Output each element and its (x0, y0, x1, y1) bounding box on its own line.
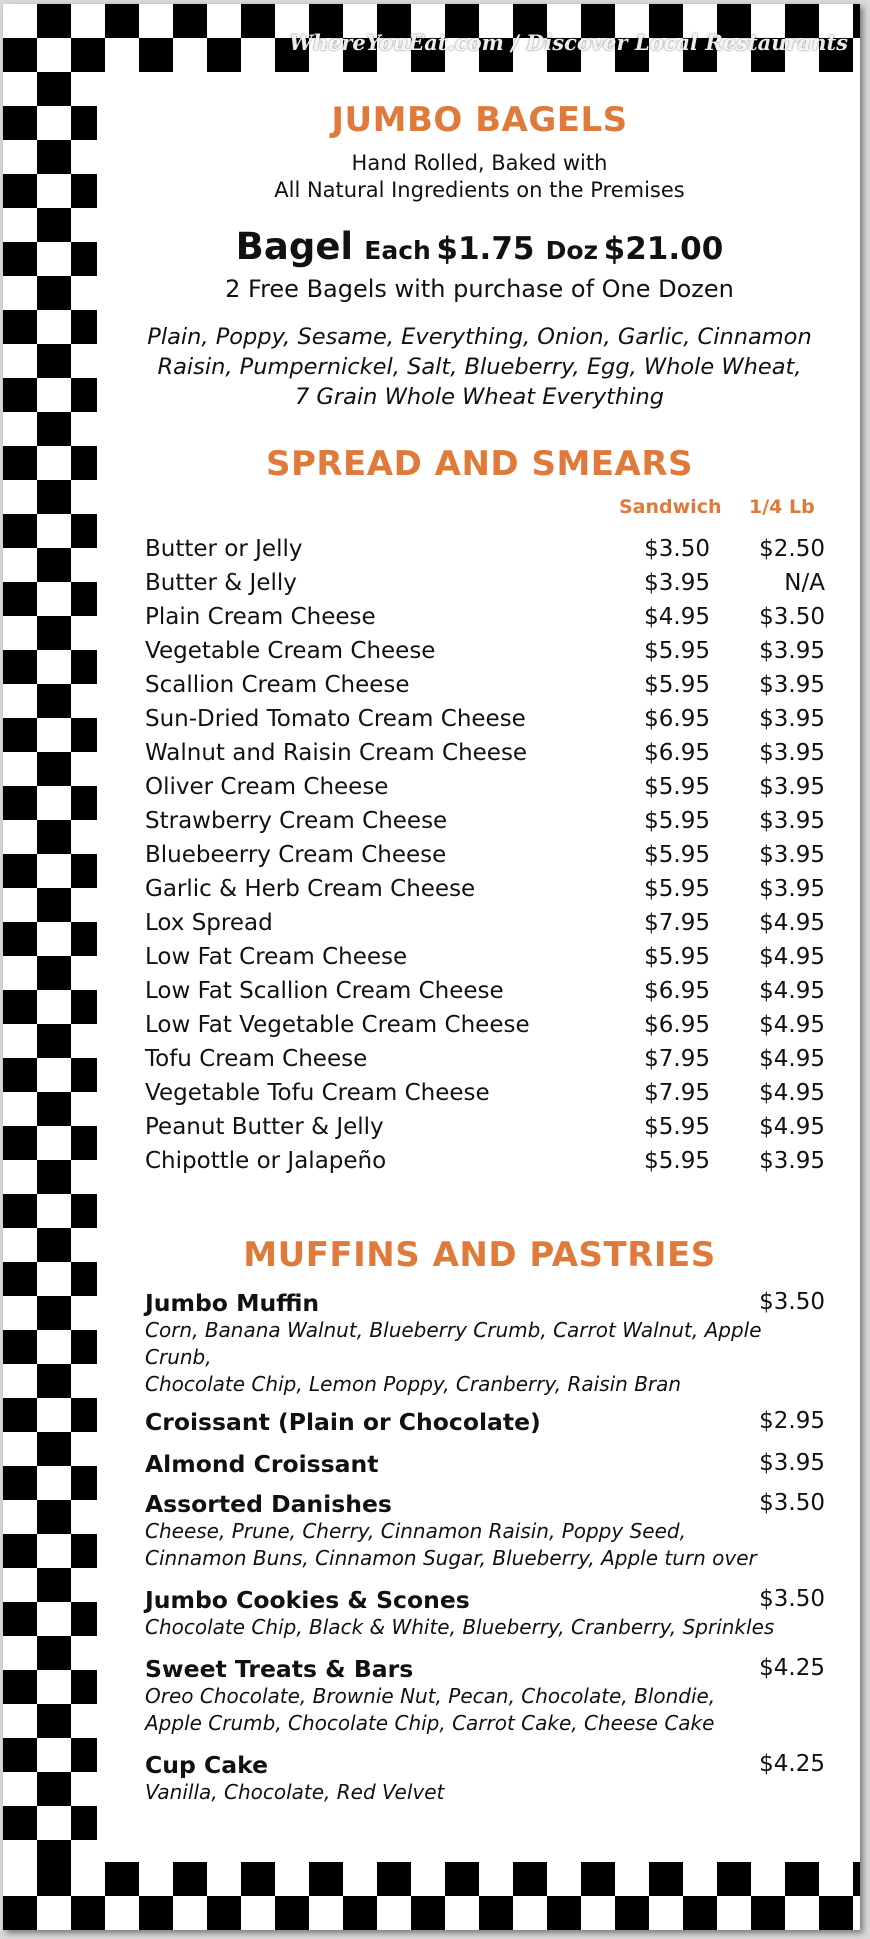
spread-name: Oliver Cream Cheese (145, 774, 389, 800)
spread-name: Garlic & Herb Cream Cheese (145, 876, 476, 902)
bagel-flavors-line2: Raisin, Pumpernickel, Salt, Blueberry, Egg, Whole Wheat, (157, 354, 802, 380)
bagels-subtitle-line1: Hand Rolled, Baked with (351, 151, 608, 175)
pastries-list (145, 1289, 825, 1806)
checker-border-left (3, 4, 97, 1930)
each-label: Each (364, 236, 431, 265)
spread-name: Sun-Dried Tomato Cream Cheese (145, 706, 526, 732)
spread-quarter-lb-price: $3.95 (759, 876, 825, 902)
spread-sandwich-price: $3.95 (644, 570, 710, 596)
watermark: WhereYouEat.com / Discover Local Restaurants (289, 30, 848, 55)
spread-row (145, 1008, 825, 1042)
spread-sandwich-price: $7.95 (644, 1080, 710, 1106)
spread-name: Strawberry Cream Cheese (145, 808, 448, 834)
spread-sandwich-price: $7.95 (644, 1046, 710, 1072)
spread-row (145, 974, 825, 1008)
col-header-quarter-lb: 1/4 Lb (749, 496, 815, 518)
spread-name: Vegetable Cream Cheese (145, 638, 436, 664)
spread-name: Butter or Jelly (145, 536, 303, 562)
pastry-description: Apple Crumb, Chocolate Chip, Carrot Cake, Cheese Cake (145, 1711, 715, 1735)
spread-quarter-lb-price: $4.95 (759, 944, 825, 970)
pastry-item (145, 1586, 825, 1641)
menu-content (99, 72, 860, 1862)
spread-row (145, 940, 825, 974)
spread-sandwich-price: $7.95 (644, 910, 710, 936)
spread-name: Low Fat Scallion Cream Cheese (145, 978, 504, 1004)
pastry-price: $4.25 (759, 1751, 825, 1777)
spread-sandwich-price: $6.95 (644, 740, 710, 766)
pastry-price: $2.95 (759, 1408, 825, 1434)
spread-row (145, 804, 825, 838)
spread-sandwich-price: $3.50 (644, 536, 710, 562)
pastry-name: Jumbo Cookies & Scones (145, 1586, 470, 1614)
spread-row (145, 1144, 825, 1178)
spread-name: Scallion Cream Cheese (145, 672, 410, 698)
spread-sandwich-price: $6.95 (644, 1012, 710, 1038)
pastry-price: $3.95 (759, 1450, 825, 1476)
pastry-item (145, 1751, 825, 1806)
pastry-description: Chocolate Chip, Black & White, Blueberry, Cranberry, Sprinkles (145, 1615, 775, 1639)
pastry-item (145, 1450, 825, 1478)
spread-quarter-lb-price: $3.95 (759, 1148, 825, 1174)
spread-row (145, 1042, 825, 1076)
spread-quarter-lb-price: $4.95 (759, 1114, 825, 1140)
spread-sandwich-price: $6.95 (644, 706, 710, 732)
spread-row (145, 770, 825, 804)
pastry-name: Croissant (Plain or Chocolate) (145, 1408, 541, 1436)
spread-row (145, 838, 825, 872)
spread-row (145, 532, 825, 566)
spread-row (145, 1076, 825, 1110)
spread-quarter-lb-price: $3.95 (759, 706, 825, 732)
spread-sandwich-price: $5.95 (644, 774, 710, 800)
pastry-item (145, 1289, 825, 1398)
spread-row (145, 872, 825, 906)
spread-name: Low Fat Vegetable Cream Cheese (145, 1012, 530, 1038)
pastry-item (145, 1655, 825, 1737)
spread-quarter-lb-price: $3.95 (759, 842, 825, 868)
spread-name: Lox Spread (145, 910, 273, 936)
menu-page (3, 4, 860, 1930)
pastry-name: Almond Croissant (145, 1450, 379, 1478)
spread-name: Low Fat Cream Cheese (145, 944, 408, 970)
spread-row (145, 906, 825, 940)
spread-sandwich-price: $5.95 (644, 944, 710, 970)
spread-name: Tofu Cream Cheese (145, 1046, 368, 1072)
pastry-item (145, 1490, 825, 1572)
spread-quarter-lb-price: $3.50 (759, 604, 825, 630)
spread-row (145, 702, 825, 736)
spread-row (145, 736, 825, 770)
bagels-subtitle (99, 150, 860, 204)
spread-name: Plain Cream Cheese (145, 604, 376, 630)
spread-sandwich-price: $5.95 (644, 876, 710, 902)
each-price: $1.75 (436, 231, 535, 267)
spreads-title: SPREAD AND SMEARS (265, 444, 694, 484)
checker-border-bottom (3, 1862, 860, 1930)
spread-sandwich-price: $5.95 (644, 638, 710, 664)
spread-sandwich-price: $5.95 (644, 808, 710, 834)
pastry-price: $3.50 (759, 1586, 825, 1612)
col-header-sandwich: Sandwich (619, 496, 722, 518)
spread-sandwich-price: $5.95 (644, 672, 710, 698)
free-bagel-offer: 2 Free Bagels with purchase of One Dozen (225, 275, 734, 303)
bagels-title: JUMBO BAGELS (331, 100, 628, 140)
pastry-price: $3.50 (759, 1289, 825, 1315)
pastry-description: Chocolate Chip, Lemon Poppy, Cranberry, Raisin Bran (145, 1372, 682, 1396)
spread-quarter-lb-price: $3.95 (759, 672, 825, 698)
spread-name: Bluebeerry Cream Cheese (145, 842, 447, 868)
bagel-label: Bagel (235, 225, 354, 268)
bagel-flavors-line1: Plain, Poppy, Sesame, Everything, Onion, Garlic, Cinnamon (147, 324, 812, 350)
spread-sandwich-price: $5.95 (644, 1114, 710, 1140)
pastry-name: Assorted Danishes (145, 1490, 392, 1518)
pastry-description: Vanilla, Chocolate, Red Velvet (145, 1780, 445, 1804)
spread-sandwich-price: $5.95 (644, 842, 710, 868)
pastry-description: Oreo Chocolate, Brownie Nut, Pecan, Chocolate, Blondie, (145, 1684, 716, 1708)
spread-quarter-lb-price: $4.95 (759, 1080, 825, 1106)
spread-name: Walnut and Raisin Cream Cheese (145, 740, 528, 766)
pastry-description: Corn, Banana Walnut, Blueberry Crumb, Carrot Walnut, Apple Crunb, (145, 1318, 762, 1369)
pastry-description: Cheese, Prune, Cherry, Cinnamon Raisin, Poppy Seed, (145, 1519, 686, 1543)
spread-sandwich-price: $4.95 (644, 604, 710, 630)
spread-row (145, 600, 825, 634)
pastries-title: MUFFINS AND PASTRIES (243, 1235, 716, 1275)
spread-quarter-lb-price: $4.95 (759, 1046, 825, 1072)
spreads-list (145, 532, 825, 1178)
spread-name: Peanut Butter & Jelly (145, 1114, 384, 1140)
spread-name: Chipottle or Jalapeño (145, 1148, 387, 1174)
spread-quarter-lb-price: $3.95 (759, 638, 825, 664)
doz-price: $21.00 (603, 231, 724, 267)
pastry-price: $3.50 (759, 1490, 825, 1516)
spread-sandwich-price: $6.95 (644, 978, 710, 1004)
spread-row (145, 1110, 825, 1144)
bagel-price-line (99, 225, 860, 268)
pastry-name: Jumbo Muffin (145, 1289, 320, 1317)
doz-label: Doz (545, 236, 599, 265)
spread-name: Vegetable Tofu Cream Cheese (145, 1080, 490, 1106)
spread-row (145, 634, 825, 668)
spread-quarter-lb-price: $3.95 (759, 740, 825, 766)
spread-quarter-lb-price: $3.95 (759, 808, 825, 834)
spread-quarter-lb-price: $2.50 (759, 536, 825, 562)
pastry-description: Cinnamon Buns, Cinnamon Sugar, Blueberry, Apple turn over (145, 1546, 757, 1570)
spread-quarter-lb-price: $4.95 (759, 978, 825, 1004)
pastry-name: Sweet Treats & Bars (145, 1655, 414, 1683)
bagel-flavors (117, 322, 842, 412)
spread-row (145, 566, 825, 600)
bagel-flavors-line3: 7 Grain Whole Wheat Everything (294, 384, 665, 410)
pastry-item (145, 1408, 825, 1436)
spread-quarter-lb-price: N/A (784, 570, 825, 596)
bagels-subtitle-line2: All Natural Ingredients on the Premises (274, 178, 685, 202)
spread-quarter-lb-price: $4.95 (759, 1012, 825, 1038)
spread-quarter-lb-price: $4.95 (759, 910, 825, 936)
spread-name: Butter & Jelly (145, 570, 297, 596)
pastry-price: $4.25 (759, 1655, 825, 1681)
spread-row (145, 668, 825, 702)
spread-sandwich-price: $5.95 (644, 1148, 710, 1174)
pastry-name: Cup Cake (145, 1751, 269, 1779)
spread-quarter-lb-price: $3.95 (759, 774, 825, 800)
